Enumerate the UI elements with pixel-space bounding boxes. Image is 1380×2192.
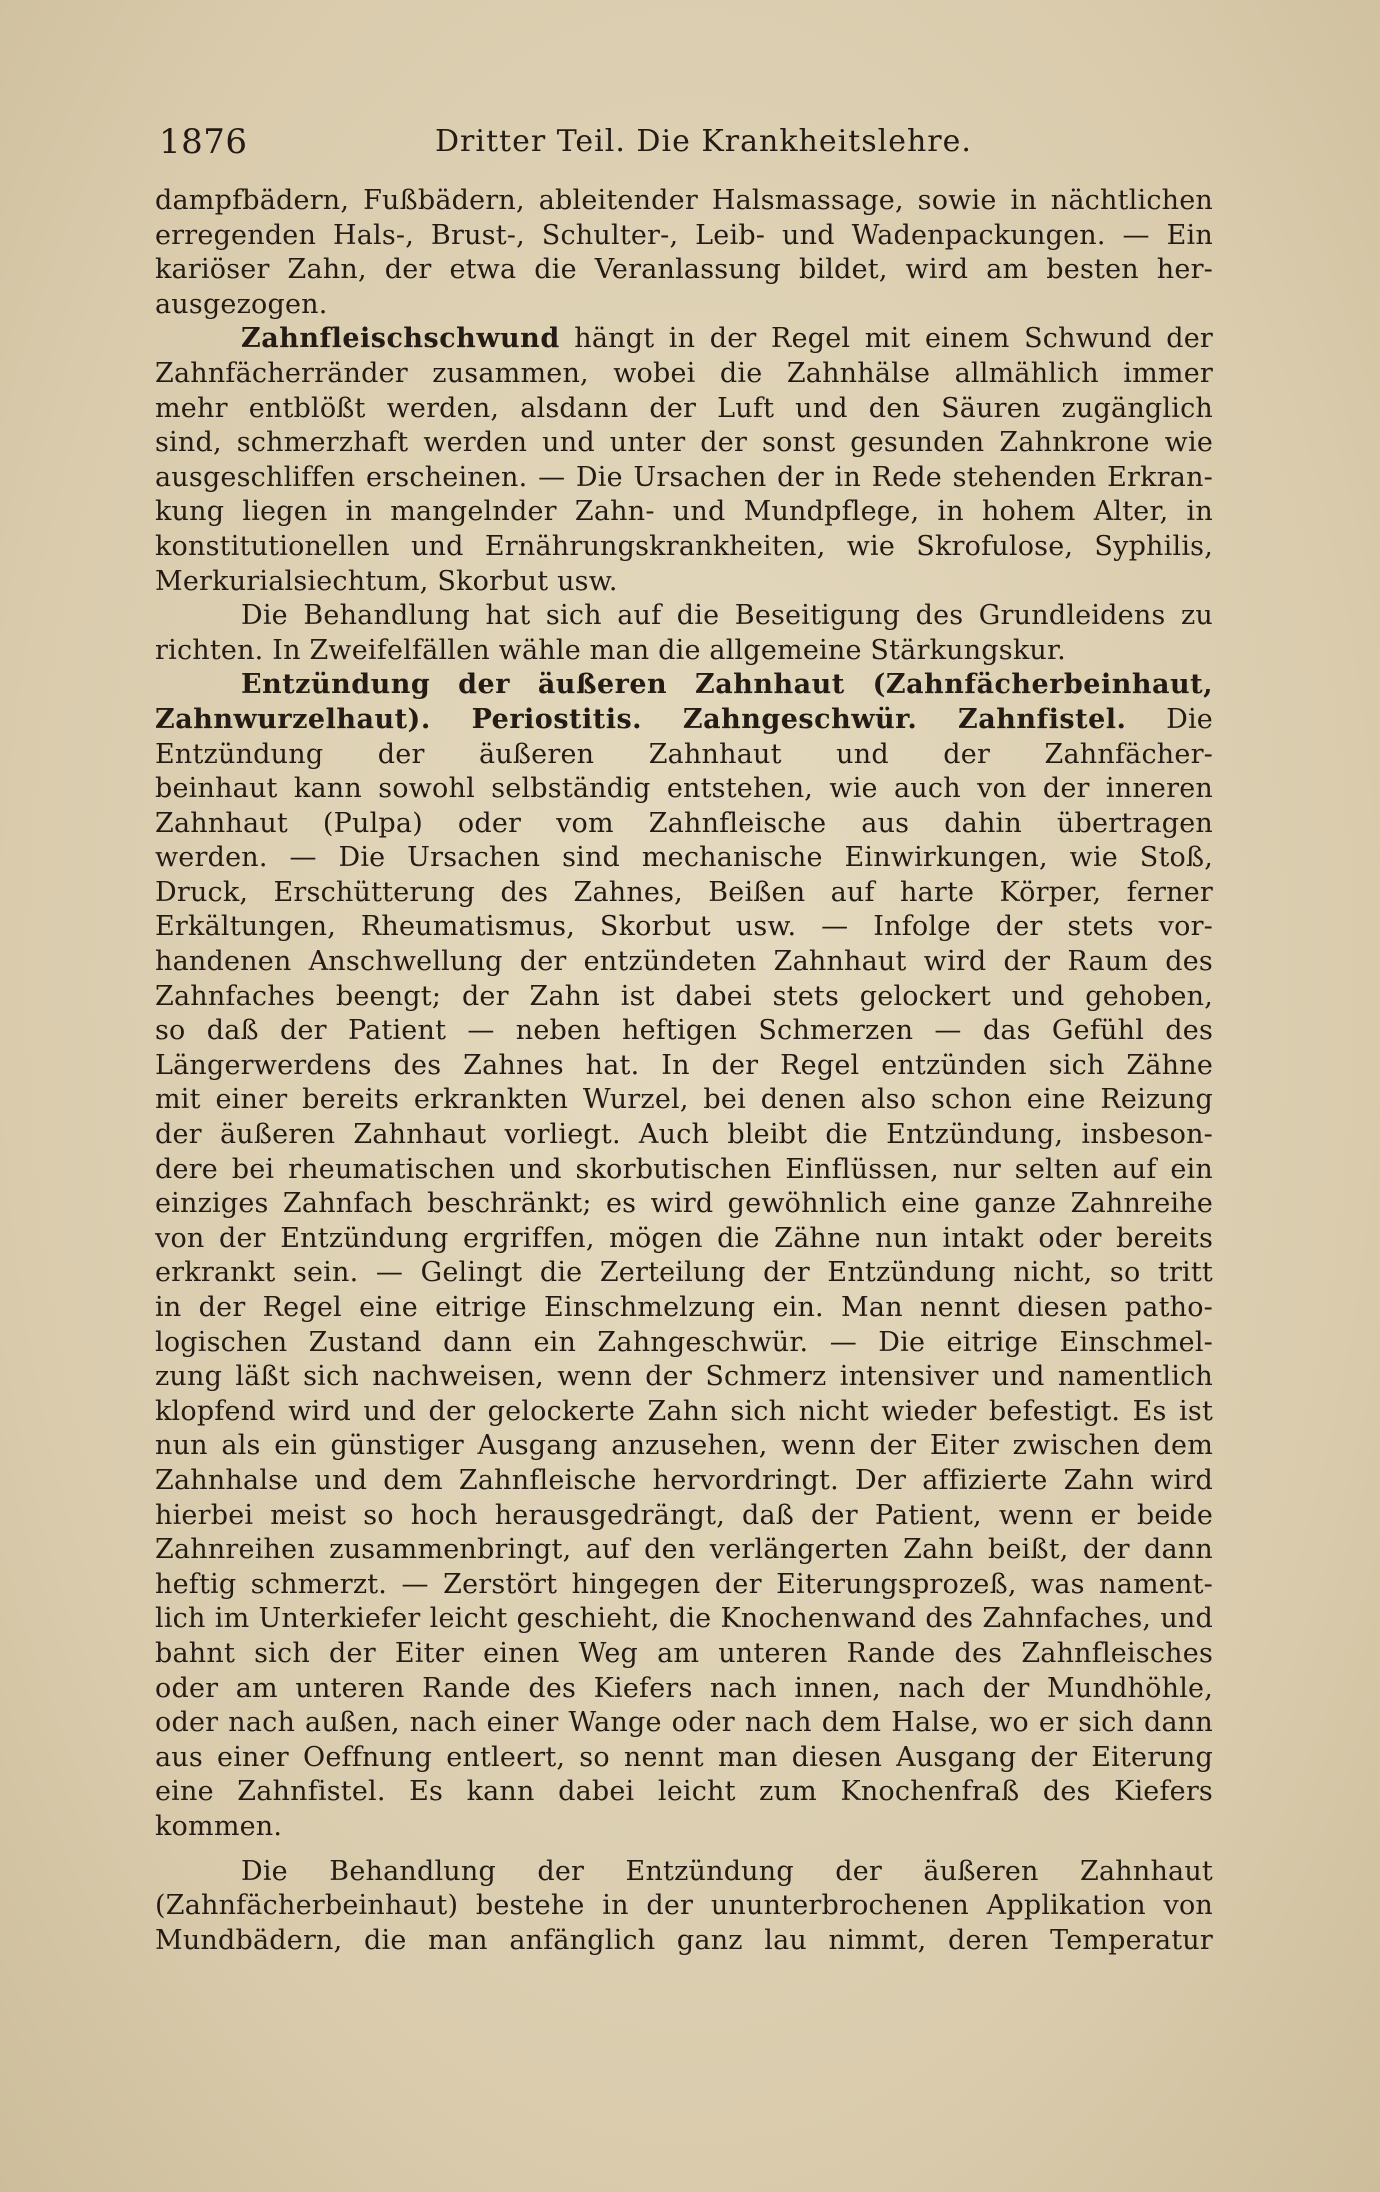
text-line bbox=[155, 910, 1213, 945]
text-line bbox=[155, 184, 1213, 219]
line-text: Längerwerdens des Zahnes hat. In der Regel entzünden sich Zähne bbox=[155, 1049, 1213, 1081]
text-line bbox=[155, 1855, 1213, 1890]
line-text: erkrankt sein. — Gelingt die Zerteilung der Entzündung nicht, so tritt bbox=[155, 1257, 1213, 1289]
line-text: werden. — Die Ursachen sind mechanische Einwirkungen, wie Stoß, bbox=[155, 842, 1213, 874]
line-text: Zahnhaut (Pulpa) oder vom Zahnfleische aus dahin übertragen bbox=[155, 807, 1213, 839]
text-line bbox=[155, 1637, 1213, 1672]
line-text: Zahnreihen zusammenbringt, auf den verlängerten Zahn beißt, der dann bbox=[155, 1534, 1213, 1566]
text-line bbox=[155, 1533, 1213, 1568]
text-line bbox=[155, 1326, 1213, 1361]
text-line bbox=[155, 530, 1213, 565]
line-text: zung läßt sich nachweisen, wenn der Schmerz intensiver und namentlich bbox=[155, 1361, 1213, 1393]
line-text: Zahnfaches beengt; der Zahn ist dabei stets gelockert und gehoben, bbox=[155, 980, 1213, 1012]
line-text: dampfbädern, Fußbädern, ableitender Halsmassage, sowie in nächtlichen bbox=[155, 185, 1213, 216]
line-text: sind, schmerzhaft werden und unter der sonst gesunden Zahnkrone wie bbox=[155, 427, 1213, 459]
line-text: Erkältungen, Rheumatismus, Skorbut usw. — Infolge der stets vor- bbox=[155, 911, 1213, 943]
line-text: Zahnhalse und dem Zahnfleische hervordringt. Der affizierte Zahn wird bbox=[155, 1464, 1213, 1496]
line-text: dere bei rheumatischen und skorbutischen Einflüssen, nur selten auf ein bbox=[155, 1153, 1213, 1185]
text-line bbox=[155, 322, 1213, 357]
text-line bbox=[155, 1014, 1213, 1049]
section-heading: Zahnfleischschwund bbox=[241, 323, 560, 355]
text-line bbox=[155, 392, 1213, 427]
text-line bbox=[155, 1429, 1213, 1464]
text-line bbox=[155, 565, 1213, 600]
text-line bbox=[155, 1568, 1213, 1603]
text-line bbox=[155, 1083, 1213, 1118]
text-line bbox=[155, 1672, 1213, 1707]
line-text: kariöser Zahn, der etwa die Veranlassung bildet, wird am besten her- bbox=[155, 254, 1213, 286]
line-text: Merkurialsiechtum, Skorbut usw. bbox=[155, 565, 618, 597]
text-line bbox=[155, 841, 1213, 876]
text-line bbox=[155, 253, 1213, 288]
line-text: Die bbox=[1126, 703, 1213, 735]
text-line bbox=[155, 1741, 1213, 1776]
body-text bbox=[155, 184, 1213, 1958]
line-text: so daß der Patient — neben heftigen Schmerzen — das Gefühl des bbox=[155, 1015, 1213, 1047]
line-text: Die Behandlung hat sich auf die Beseitigung des Grundleidens zu bbox=[241, 600, 1213, 632]
text-line bbox=[155, 945, 1213, 980]
line-text: Zahnfächerränder zusammen, wobei die Zahnhälse allmählich immer bbox=[155, 357, 1213, 389]
running-title: Dritter Teil. Die Krankheitslehre. bbox=[435, 124, 972, 159]
text-line bbox=[155, 738, 1213, 773]
line-text: eine Zahnfistel. Es kann dabei leicht zum Knochenfraß des Kiefers bbox=[155, 1776, 1213, 1808]
text-line bbox=[155, 772, 1213, 807]
line-text: bahnt sich der Eiter einen Weg am unteren Rande des Zahnfleisches bbox=[155, 1637, 1213, 1669]
line-text: Mundbädern, die man anfänglich ganz lau nimmt, deren Temperatur bbox=[155, 1924, 1213, 1956]
line-text: lich im Unterkiefer leicht geschieht, die Knochenwand des Zahnfaches, und bbox=[155, 1603, 1213, 1635]
line-text: der äußeren Zahnhaut vorliegt. Auch bleibt die Entzündung, insbeson- bbox=[155, 1119, 1213, 1151]
text-line bbox=[155, 1395, 1213, 1430]
line-text: klopfend wird und der gelockerte Zahn sich nicht wieder befestigt. Es ist bbox=[155, 1395, 1213, 1427]
line-text: Die Behandlung der Entzündung der äußeren Zahnhaut bbox=[241, 1855, 1213, 1887]
text-line bbox=[155, 1049, 1213, 1084]
line-text: nun als ein günstiger Ausgang anzusehen, wenn der Eiter zwischen dem bbox=[155, 1430, 1213, 1462]
text-line bbox=[155, 357, 1213, 392]
text-line bbox=[155, 1187, 1213, 1222]
text-line bbox=[155, 1602, 1213, 1637]
line-text: ausgeschliffen erscheinen. — Die Ursachen der in Rede stehenden Erkran- bbox=[155, 461, 1213, 493]
line-text: mit einer bereits erkrankten Wurzel, bei denen also schon eine Reizung bbox=[155, 1084, 1213, 1116]
text-line bbox=[155, 219, 1213, 254]
line-text: logischen Zustand dann ein Zahngeschwür. — Die eitrige Einschmel- bbox=[155, 1326, 1213, 1358]
line-text: richten. In Zweifelfällen wähle man die allgemeine Stärkungskur. bbox=[155, 634, 1066, 666]
text-line bbox=[155, 703, 1213, 738]
text-line bbox=[155, 668, 1213, 703]
text-line bbox=[155, 288, 1213, 323]
line-text: oder am unteren Rande des Kiefers nach innen, nach der Mundhöhle, bbox=[155, 1672, 1213, 1704]
line-text: von der Entzündung ergriffen, mögen die Zähne nun intakt oder bereits bbox=[155, 1222, 1213, 1254]
line-text: oder nach außen, nach einer Wange oder nach dem Halse, wo er sich dann bbox=[155, 1707, 1213, 1739]
line-text: erregenden Hals-, Brust-, Schulter-, Leib- und Wadenpackungen. — Ein bbox=[155, 219, 1213, 251]
page-header bbox=[155, 118, 1213, 168]
text-line bbox=[155, 876, 1213, 911]
section-heading: Zahnwurzelhaut). Periostitis. Zahngeschwür. Zahnfistel. bbox=[155, 703, 1127, 735]
text-line bbox=[155, 599, 1213, 634]
text-line bbox=[155, 980, 1213, 1015]
line-text: kommen. bbox=[155, 1810, 283, 1842]
line-text: beinhaut kann sowohl selbständig entstehen, wie auch von der inneren bbox=[155, 773, 1213, 805]
line-text: Entzündung der äußeren Zahnhaut und der Zahnfächer- bbox=[155, 738, 1213, 770]
text-line bbox=[155, 1153, 1213, 1188]
text-line bbox=[155, 1118, 1213, 1153]
text-line bbox=[155, 1775, 1213, 1810]
line-text: (Zahnfächerbeinhaut) bestehe in der ununterbrochenen Applikation von bbox=[155, 1890, 1213, 1922]
text-line bbox=[155, 807, 1213, 842]
text-line bbox=[155, 1256, 1213, 1291]
text-line bbox=[155, 634, 1213, 669]
text-line bbox=[155, 1291, 1213, 1326]
text-line bbox=[155, 461, 1213, 496]
text-line bbox=[155, 1360, 1213, 1395]
text-line bbox=[155, 1499, 1213, 1534]
line-text: ausgezogen. bbox=[155, 288, 328, 320]
line-text: kung liegen in mangelnder Zahn- und Mundpflege, in hohem Alter, in bbox=[155, 496, 1213, 528]
book-page bbox=[155, 118, 1213, 1958]
page-number: 1876 bbox=[159, 122, 248, 162]
text-line bbox=[155, 495, 1213, 530]
line-text: konstitutionellen und Ernährungskrankheiten, wie Skrofulose, Syphilis, bbox=[155, 530, 1213, 562]
line-text: Druck, Erschütterung des Zahnes, Beißen auf harte Körper, ferner bbox=[155, 876, 1213, 908]
line-text: hängt in der Regel mit einem Schwund der bbox=[559, 323, 1213, 355]
text-line bbox=[155, 1706, 1213, 1741]
text-line bbox=[155, 1464, 1213, 1499]
line-text: in der Regel eine eitrige Einschmelzung ein. Man nennt diesen patho- bbox=[155, 1292, 1213, 1323]
line-text: hierbei meist so hoch herausgedrängt, daß der Patient, wenn er beide bbox=[155, 1499, 1213, 1531]
text-line bbox=[155, 1222, 1213, 1257]
line-text: heftig schmerzt. — Zerstört hingegen der Eiterungsprozeß, was nament- bbox=[155, 1568, 1213, 1600]
line-text: einziges Zahnfach beschränkt; es wird gewöhnlich eine ganze Zahnreihe bbox=[155, 1188, 1213, 1220]
section-heading: Entzündung der äußeren Zahnhaut (Zahnfächerbeinhaut, bbox=[241, 669, 1213, 701]
text-line bbox=[155, 1889, 1213, 1924]
text-line bbox=[155, 1810, 1213, 1845]
line-text: aus einer Oeffnung entleert, so nennt man diesen Ausgang der Eiterung bbox=[155, 1741, 1213, 1773]
line-text: mehr entblößt werden, alsdann der Luft und den Säuren zugänglich bbox=[155, 392, 1213, 424]
line-text: handenen Anschwellung der entzündeten Zahnhaut wird der Raum des bbox=[155, 946, 1213, 978]
text-line bbox=[155, 1924, 1213, 1959]
text-line bbox=[155, 426, 1213, 461]
